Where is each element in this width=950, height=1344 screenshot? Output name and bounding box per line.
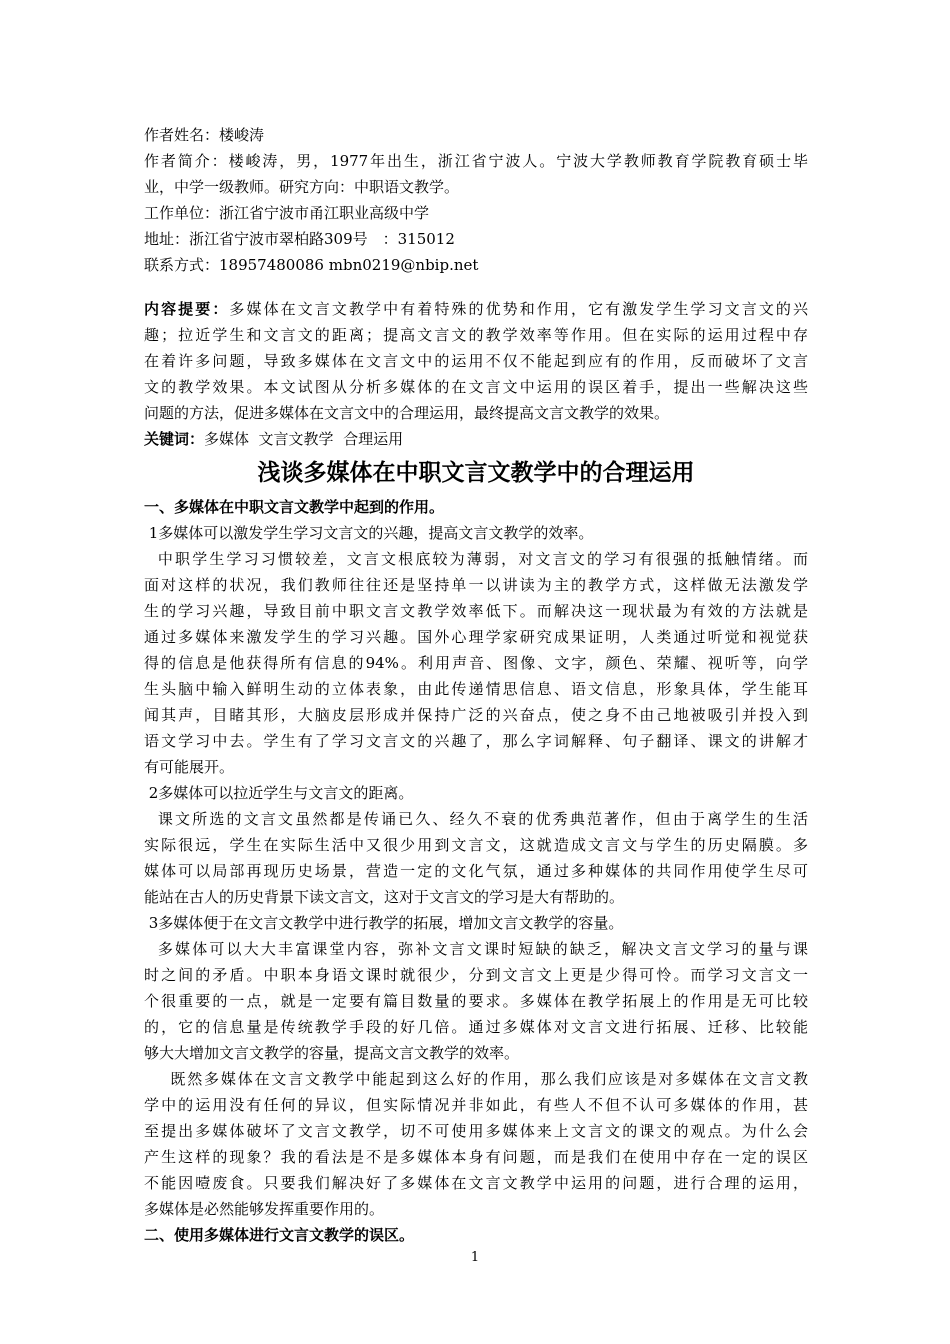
paragraph-line: 中职学生学习习惯较差，文言文根底较为薄弱，对文言文的学习有很强的抵触情绪。而: [144, 550, 808, 568]
paragraph-line: 多媒体可以大大丰富课堂内容，弥补文言文课时短缺的缺乏，解决文言文学习的量与课: [144, 940, 808, 958]
paragraph-line: 多媒体是必然能够发挥重要作用的。: [144, 1200, 385, 1218]
abstract-first-line: [144, 296, 808, 322]
author-name-line: 作者姓名：楼峻涛: [144, 126, 265, 144]
paragraph-line: 学中的运用没有任何的异议，但实际情况并非如此，有些人不但不认可多媒体的作用，甚: [144, 1096, 808, 1114]
abstract: [144, 296, 808, 452]
paragraph-line: 面对这样的状况，我们教师往往还是坚持单一以讲读为主的教学方式，这样做无法激发学: [144, 576, 808, 594]
author-info: [144, 122, 808, 278]
paragraph-line: 课文所选的文言文虽然都是传诵已久、经久不衰的优秀典范著作，但由于离学生的生活: [144, 810, 808, 828]
paragraph-line: 闻其声，目睹其形，大脑皮层形成并保持广泛的兴奋点，使之身不由己地被吸引并投入到: [144, 706, 808, 724]
paragraph-line: 的，它的信息量是传统教学手段的好几倍。通过多媒体对文言文进行拓展、迁移、比较能: [144, 1018, 808, 1036]
abstract-first-text: 多媒体在文言文教学中有着特殊的优势和作用，它有激发学生学习文言文的兴: [229, 300, 808, 318]
paragraph-line: 够大大增加文言文教学的容量，提高文言文教学的效率。: [144, 1044, 520, 1062]
abstract-line: 在着许多问题，导致多媒体在文言文中的运用不仅不能起到应有的作用，反而破坏了文言: [144, 352, 808, 370]
paragraph-line: 时之间的矛盾。中职本身语文课时就很少，分到文言文上更是少得可怜。而学习文言文一: [144, 966, 808, 984]
paragraph-line: 生头脑中输入鲜明生动的立体表象，由此传递情思信息、语文信息，形象具体，学生能耳: [144, 680, 808, 698]
abstract-line: 趣；拉近学生和文言文的距离；提高文言文的教学效率等作用。但在实际的运用过程中存: [144, 326, 808, 344]
subheading-1: 1多媒体可以激发学生学习文言文的兴趣，提高文言文教学的效率。: [144, 524, 594, 542]
abstract-line: 文的教学效果。本文试图从分析多媒体的在文言文中运用的误区着手，提出一些解决这些: [144, 378, 808, 396]
paragraph-line: 不能因噎废食。只要我们解决好了多媒体在文言文教学中运用的问题，进行合理的运用，: [144, 1174, 808, 1192]
subheading-2: 2多媒体可以拉近学生与文言文的距离。: [144, 784, 414, 802]
paragraph-line: 生的学习兴趣，导致目前中职文言文教学效率低下。而解决这一现状最为有效的方法就是: [144, 602, 808, 620]
document-title: 浅谈多媒体在中职文言文教学中的合理运用: [257, 460, 695, 486]
paragraph-line: 得的信息是他获得所有信息的94%。利用声音、图像、文字，颜色、荣耀、视听等，向学: [144, 654, 808, 672]
author-bio-line-cont: 业，中学一级教师。研究方向：中职语文教学。: [144, 178, 460, 196]
document-body: [144, 494, 808, 1248]
abstract-label: 内容提要：: [144, 300, 230, 318]
author-workplace-line: 工作单位：浙江省宁波市甬江职业高级中学: [144, 204, 430, 222]
abstract-line: 问题的方法，促进多媒体在文言文中的合理运用，最终提高文言文教学的效果。: [144, 404, 670, 422]
paragraph-line: 能站在古人的历史背景下读文言文，这对于文言文的学习是大有帮助的。: [144, 888, 625, 906]
paragraph-line: 语文学习中去。学生有了学习文言文的兴趣了，那么字词解释、句子翻译、课文的讲解才: [144, 732, 808, 750]
author-contact-line: 联系方式：18957480086 mbn0219@nbip.net: [144, 256, 479, 274]
paragraph-line: 个很重要的一点，就是一定要有篇目数量的要求。多媒体在教学拓展上的作用是无可比较: [144, 992, 808, 1010]
paragraph-line: 有可能展开。: [144, 758, 235, 776]
paragraph-line: 实际很远，学生在实际生活中又很少用到文言文，这就造成文言文与学生的历史隔膜。多: [144, 836, 808, 854]
keywords-label: 关键词：: [144, 430, 205, 448]
paragraph-line: 通过多媒体来激发学生的学习兴趣。国外心理学家研究成果证明，人类通过听觉和视觉获: [144, 628, 808, 646]
paragraph-line: 产生这样的现象？我的看法是不是多媒体本身有问题，而是我们在使用中存在一定的误区: [144, 1148, 808, 1166]
subheading-3: 3多媒体便于在文言文教学中进行教学的拓展，增加文言文教学的容量。: [144, 914, 624, 932]
keywords-text: 多媒体 文言文教学 合理运用: [204, 430, 404, 448]
page-number: 1: [470, 1250, 480, 1265]
paragraph-line: 既然多媒体在文言文教学中能起到这么好的作用，那么我们应该是对多媒体在文言文教: [144, 1070, 808, 1088]
section-1-heading: 一、多媒体在中职文言文教学中起到的作用。: [144, 498, 445, 516]
section-2-heading: 二、使用多媒体进行文言文教学的误区。: [144, 1226, 415, 1244]
keywords-line: [144, 426, 808, 452]
paragraph-line: 媒体可以局部再现历史场景，营造一定的文化气氛，通过多种媒体的共同作用使学生尽可: [144, 862, 808, 880]
author-bio-line: 作者简介：楼峻涛，男，1977年出生，浙江省宁波人。宁波大学教师教育学院教育硕士毕: [144, 152, 808, 170]
author-address-line: 地址：浙江省宁波市翠柏路309号 ：315012: [144, 230, 455, 248]
paragraph-line: 至提出多媒体破坏了文言文教学，切不可使用多媒体来上文言文的课文的观点。为什么会: [144, 1122, 808, 1140]
